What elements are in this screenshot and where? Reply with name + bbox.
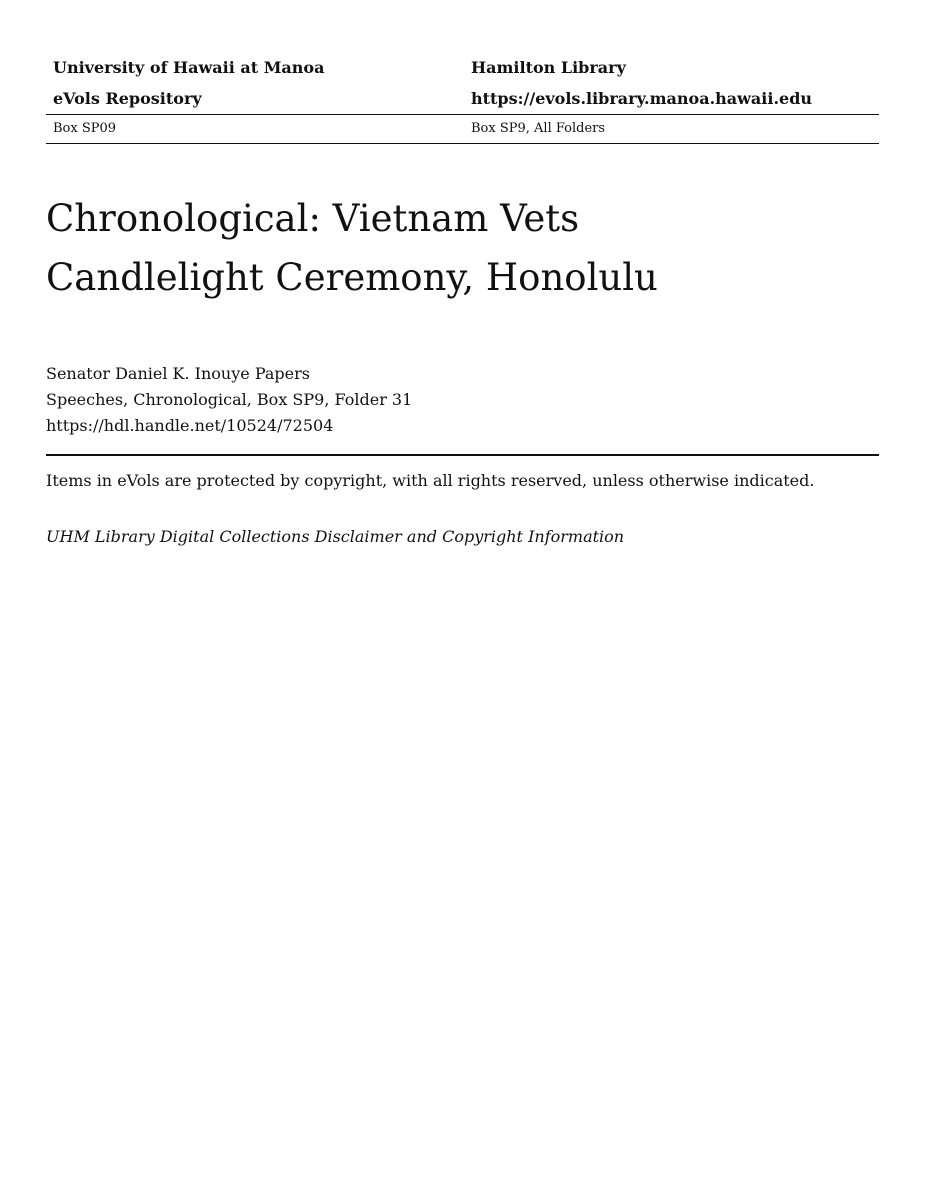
box-divider	[46, 143, 879, 144]
repository-url[interactable]: https://evols.library.manoa.hawaii.edu	[471, 89, 813, 108]
disclaimer-link[interactable]: UHM Library Digital Collections Disclaimer and Copyright Information	[46, 527, 625, 546]
footer-divider	[46, 454, 879, 456]
collection-name: Senator Daniel K. Inouye Papers	[46, 364, 310, 383]
library-name: Hamilton Library	[471, 58, 626, 77]
box-right: Box SP9, All Folders	[471, 121, 606, 136]
box-left: Box SP09	[53, 121, 117, 136]
institution-name: University of Hawaii at Manoa	[53, 58, 325, 77]
item-metadata	[46, 361, 412, 439]
handle-link[interactable]: https://hdl.handle.net/10524/72504	[46, 416, 334, 435]
title-line-1: Chronological: Vietnam Vets	[46, 197, 580, 240]
item-location: Speeches, Chronological, Box SP9, Folder 31	[46, 390, 413, 409]
page-title	[46, 189, 879, 307]
title-line-2: Candlelight Ceremony, Honolulu	[46, 256, 658, 299]
header	[46, 52, 879, 144]
box-row	[46, 115, 879, 143]
repository-name: eVols Repository	[53, 89, 202, 108]
header-grid	[46, 52, 879, 114]
copyright-notice: Items in eVols are protected by copyright, with all rights reserved, unless otherwise indicated.	[46, 471, 815, 490]
